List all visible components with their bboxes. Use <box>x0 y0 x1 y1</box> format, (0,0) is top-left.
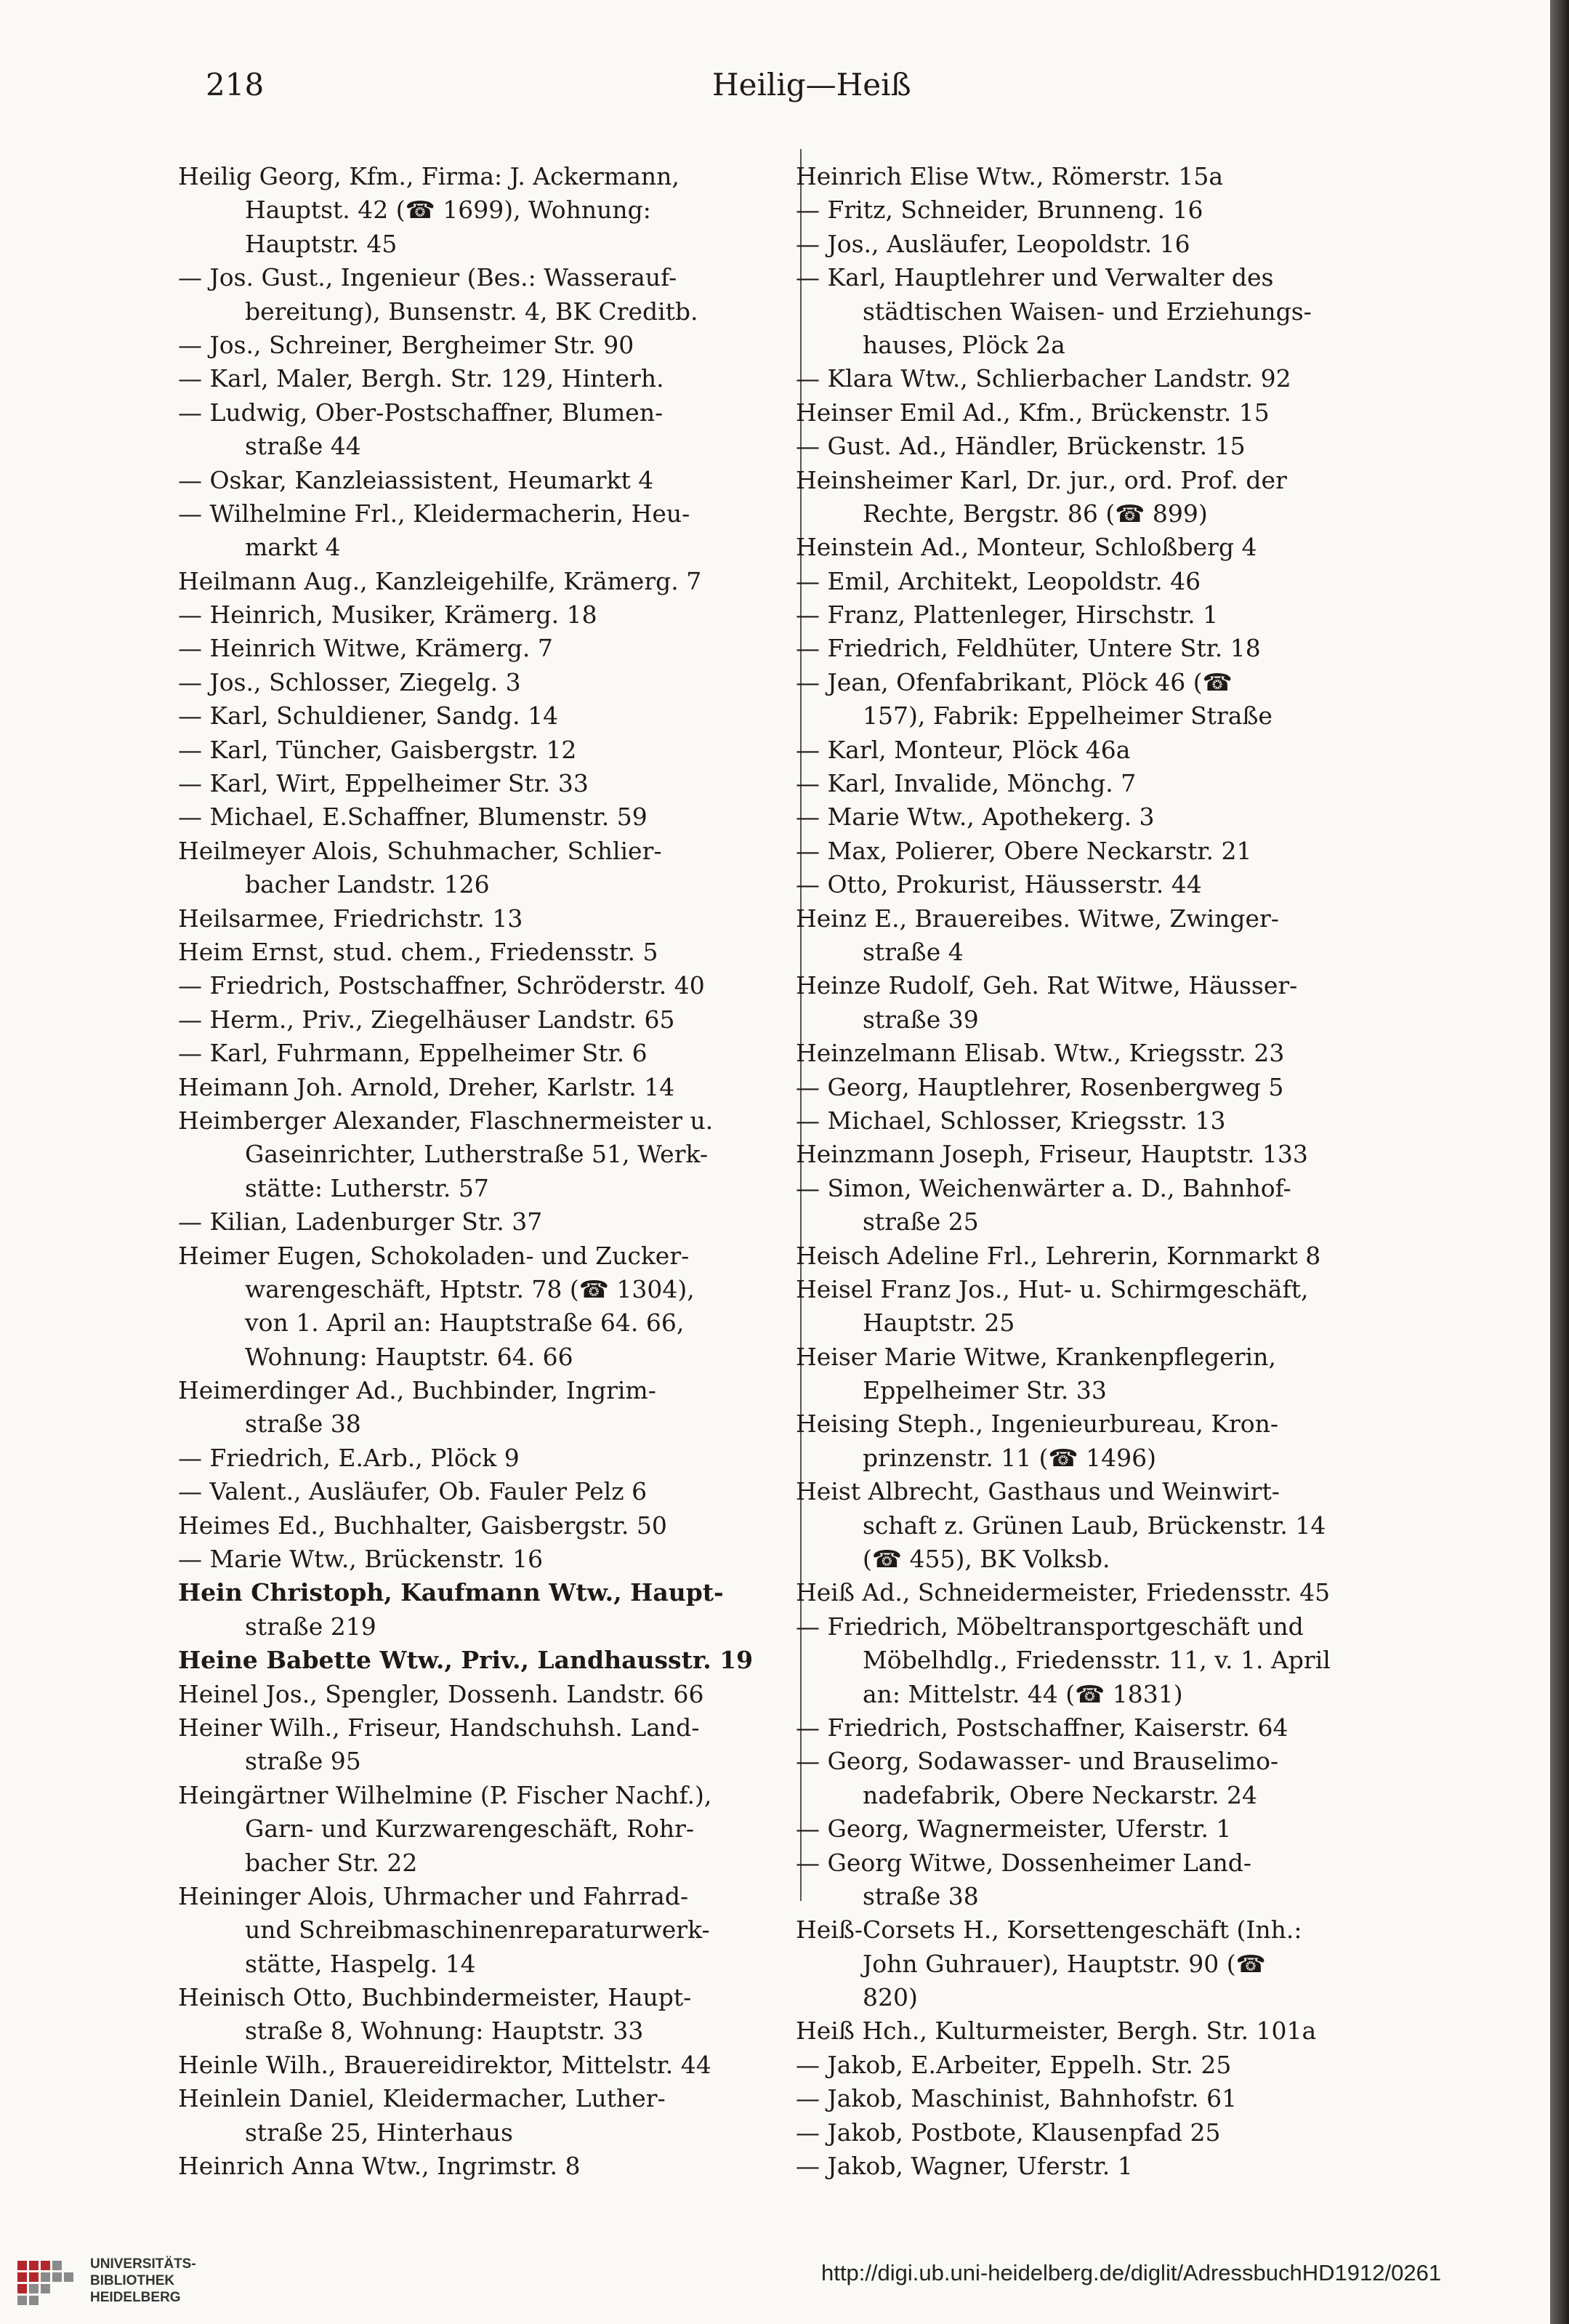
directory-entry-line: — Georg, Wagnermeister, Uferstr. 1 <box>796 1814 1232 1843</box>
directory-entry-line: — Simon, Weichenwärter a. D., Bahnhof- <box>796 1173 1291 1202</box>
entry-continuation-line: nadefabrik, Obere Neckarstr. 24 <box>863 1780 1258 1809</box>
directory-entry-line: — Karl, Hauptlehrer und Verwalter des <box>796 263 1274 292</box>
directory-entry-line: Heinel Jos., Spengler, Dossenh. Landstr. 66 <box>178 1679 704 1708</box>
entry-continuation-line: stätte, Haspelg. 14 <box>245 1949 476 1978</box>
entry-continuation-line: straße 4 <box>863 937 964 966</box>
directory-entry-line: — Jakob, Postbote, Klausenpfad 25 <box>796 2118 1221 2147</box>
directory-entry-line: Heilmann Aug., Kanzleigehilfe, Krämerg. 7 <box>178 566 702 595</box>
directory-entry-line: Heinrich Elise Wtw., Römerstr. 15a <box>796 162 1224 190</box>
directory-entry-line: — Kilian, Ladenburger Str. 37 <box>178 1207 543 1237</box>
entry-continuation-line: straße 8, Wohnung: Hauptstr. 33 <box>245 2017 644 2046</box>
directory-entry-line: Heinrich Anna Wtw., Ingrimstr. 8 <box>178 2152 581 2181</box>
entry-continuation-line: straße 39 <box>863 1005 979 1034</box>
directory-entry-line: Heinle Wilh., Brauereidirektor, Mittelstr. 44 <box>178 2050 711 2079</box>
directory-entry-line: — Fritz, Schneider, Brunneng. 16 <box>796 196 1203 225</box>
entry-continuation-line: (☎ 455), BK Volksb. <box>863 1545 1110 1574</box>
directory-entry-line: — Karl, Schuldiener, Sandg. 14 <box>178 701 559 731</box>
source-url[interactable]: http://digi.ub.uni-heidelberg.de/diglit/AdressbuchHD1912/0261 <box>821 2260 1442 2285</box>
directory-entry-line: Heinz E., Brauereibes. Witwe, Zwinger- <box>796 904 1279 933</box>
directory-entry-line: — Friedrich, Möbeltransportgeschäft und <box>796 1612 1304 1641</box>
directory-entry-line: — Friedrich, Postschaffner, Kaiserstr. 64 <box>796 1713 1288 1742</box>
entry-continuation-line: straße 95 <box>245 1747 361 1776</box>
left-column <box>178 160 792 2183</box>
entry-continuation-line: städtischen Waisen- und Erziehungs- <box>863 297 1312 326</box>
right-column <box>796 160 1439 2183</box>
directory-entry-line: — Wilhelmine Frl., Kleidermacherin, Heu- <box>178 499 690 528</box>
directory-entry-line: Heinlein Daniel, Kleidermacher, Luther- <box>178 2084 666 2113</box>
institution-line: BIBLIOTHEK <box>90 2273 175 2288</box>
entry-continuation-line: straße 38 <box>245 1410 361 1439</box>
directory-entry-line: — Friedrich, Feldhüter, Untere Str. 18 <box>796 634 1261 663</box>
library-logo-icon <box>16 2259 76 2307</box>
directory-entry-line: Heinstein Ad., Monteur, Schloßberg 4 <box>796 533 1257 562</box>
directory-entry-line: — Jakob, Maschinist, Bahnhofstr. 61 <box>796 2084 1238 2113</box>
directory-entry-line: — Otto, Prokurist, Häusserstr. 44 <box>796 870 1202 899</box>
entry-continuation-line: bacher Landstr. 126 <box>245 870 490 899</box>
entry-continuation-line: 820) <box>863 1983 918 2012</box>
entry-continuation-line: stätte: Lutherstr. 57 <box>245 1173 489 1202</box>
directory-entry-line: — Jean, Ofenfabrikant, Plöck 46 (☎ <box>796 667 1233 696</box>
institution-name <box>90 2256 196 2306</box>
directory-entry-line: Heinzelmann Elisab. Wtw., Kriegsstr. 23 <box>796 1039 1285 1068</box>
directory-entry-line: — Karl, Tüncher, Gaisbergstr. 12 <box>178 735 577 764</box>
entry-continuation-line: hauses, Plöck 2a <box>863 330 1065 359</box>
directory-entry-line: — Jakob, E.Arbeiter, Eppelh. Str. 25 <box>796 2050 1232 2079</box>
directory-entry-line: — Max, Polierer, Obere Neckarstr. 21 <box>796 836 1252 865</box>
directory-entry-line: Heilsarmee, Friedrichstr. 13 <box>178 904 523 933</box>
directory-entry-line: Heilig Georg, Kfm., Firma: J. Ackermann, <box>178 162 679 190</box>
directory-entry-line: — Klara Wtw., Schlierbacher Landstr. 92 <box>796 364 1291 393</box>
entry-continuation-line: schaft z. Grünen Laub, Brückenstr. 14 <box>863 1511 1326 1540</box>
page-number: 218 <box>206 67 265 102</box>
directory-entry-line: Heiß Ad., Schneidermeister, Friedensstr. 45 <box>796 1578 1331 1607</box>
directory-entry-line: — Valent., Ausläufer, Ob. Fauler Pelz 6 <box>178 1477 648 1506</box>
directory-entry-line: — Karl, Wirt, Eppelheimer Str. 33 <box>178 769 589 798</box>
entry-continuation-line: Hauptstr. 25 <box>863 1308 1015 1338</box>
directory-entry-line: Heilmeyer Alois, Schuhmacher, Schlier- <box>178 836 662 865</box>
directory-entry-line: Heingärtner Wilhelmine (P. Fischer Nachf.), <box>178 1780 712 1809</box>
directory-entry-line: — Karl, Invalide, Mönchg. 7 <box>796 769 1137 798</box>
entry-continuation-line: warengeschäft, Hptstr. 78 (☎ 1304), <box>245 1274 695 1303</box>
directory-entry-line: Heist Albrecht, Gasthaus und Weinwirt- <box>796 1477 1280 1506</box>
footer <box>0 2243 1569 2324</box>
directory-entry-line: Heimberger Alexander, Flaschnermeister u. <box>178 1106 714 1135</box>
directory-entry-line: — Franz, Plattenleger, Hirschstr. 1 <box>796 600 1219 630</box>
directory-entry-line: — Ludwig, Ober-Postschaffner, Blumen- <box>178 398 664 427</box>
entry-continuation-line: straße 25, Hinterhaus <box>245 2118 513 2147</box>
directory-entry-line: — Friedrich, Postschaffner, Schröderstr. 40 <box>178 971 705 1000</box>
directory-entry-line: — Oskar, Kanzleiassistent, Heumarkt 4 <box>178 465 654 494</box>
directory-entry-line: Heisel Franz Jos., Hut- u. Schirmgeschäft, <box>796 1274 1309 1303</box>
entry-continuation-line: Möbelhdlg., Friedensstr. 11, v. 1. April <box>863 1646 1331 1675</box>
entry-continuation-line: Hauptst. 42 (☎ 1699), Wohnung: <box>245 196 651 225</box>
entry-continuation-line: prinzenstr. 11 (☎ 1496) <box>863 1443 1157 1472</box>
directory-entry-line: Heinisch Otto, Buchbindermeister, Haupt- <box>178 1983 692 2012</box>
directory-entry-line: — Jakob, Wagner, Uferstr. 1 <box>796 2152 1133 2181</box>
directory-entry-line: — Georg Witwe, Dossenheimer Land- <box>796 1848 1252 1877</box>
directory-entry-line: — Karl, Monteur, Plöck 46a <box>796 735 1131 764</box>
directory-entry-line: — Karl, Maler, Bergh. Str. 129, Hinterh. <box>178 364 664 393</box>
entry-continuation-line: bacher Str. 22 <box>245 1848 418 1877</box>
entry-continuation-line: Wohnung: Hauptstr. 64. 66 <box>245 1342 573 1371</box>
entry-continuation-line: Gaseinrichter, Lutherstraße 51, Werk- <box>245 1140 709 1169</box>
running-title: Heilig—Heiß <box>712 67 911 102</box>
entry-continuation-line: Eppelheimer Str. 33 <box>863 1376 1107 1405</box>
page-edge-shadow <box>1550 0 1569 2324</box>
directory-entry-line: — Friedrich, E.Arb., Plöck 9 <box>178 1443 520 1472</box>
entry-continuation-line: Hauptstr. 45 <box>245 229 398 258</box>
directory-entry-line: Heiner Wilh., Friseur, Handschuhsh. Land- <box>178 1713 700 1742</box>
entry-continuation-line: markt 4 <box>245 533 341 562</box>
directory-entry-line: Heinser Emil Ad., Kfm., Brückenstr. 15 <box>796 398 1270 427</box>
directory-entry-line: Heininger Alois, Uhrmacher und Fahrrad- <box>178 1881 689 1910</box>
directory-entry-line: — Herm., Priv., Ziegelhäuser Landstr. 65 <box>178 1005 675 1034</box>
directory-entry-line: Heimerdinger Ad., Buchbinder, Ingrim- <box>178 1376 656 1405</box>
entry-continuation-line: Garn- und Kurzwarengeschäft, Rohr- <box>245 1814 694 1843</box>
directory-entry-line: — Heinrich Witwe, Krämerg. 7 <box>178 634 553 663</box>
directory-entry-line: — Marie Wtw., Apothekerg. 3 <box>796 803 1155 832</box>
entry-continuation-line: und Schreibmaschinenreparaturwerk- <box>245 1915 710 1945</box>
directory-entry-line: Heisch Adeline Frl., Lehrerin, Kornmarkt 8 <box>796 1241 1321 1270</box>
directory-entry-line: Heimes Ed., Buchhalter, Gaisbergstr. 50 <box>178 1511 667 1540</box>
entry-continuation-line: Rechte, Bergstr. 86 (☎ 899) <box>863 499 1208 528</box>
directory-entry-line: Heiß Hch., Kulturmeister, Bergh. Str. 101a <box>796 2017 1317 2046</box>
directory-entry-line: — Jos., Schreiner, Bergheimer Str. 90 <box>178 330 634 359</box>
entry-continuation-line: an: Mittelstr. 44 (☎ 1831) <box>863 1679 1183 1708</box>
directory-entry-line: Heine Babette Wtw., Priv., Landhausstr. 19 <box>178 1646 754 1675</box>
directory-entry-line: — Marie Wtw., Brückenstr. 16 <box>178 1545 544 1574</box>
directory-entry-line: Heinsheimer Karl, Dr. jur., ord. Prof. der <box>796 465 1287 494</box>
directory-entry-line: Heiser Marie Witwe, Krankenpflegerin, <box>796 1342 1276 1371</box>
entry-continuation-line: straße 44 <box>245 432 361 461</box>
directory-entry-line: — Georg, Sodawasser- und Brauselimo- <box>796 1747 1279 1776</box>
directory-entry-line: — Georg, Hauptlehrer, Rosenbergweg 5 <box>796 1072 1284 1101</box>
directory-entry-line: — Jos. Gust., Ingenieur (Bes.: Wasserauf- <box>178 263 677 292</box>
directory-entry-line: Heinze Rudolf, Geh. Rat Witwe, Häusser- <box>796 971 1298 1000</box>
directory-entry-line: — Michael, E.Schaffner, Blumenstr. 59 <box>178 803 648 832</box>
directory-entry-line: Heimer Eugen, Schokoladen- und Zucker- <box>178 1241 690 1270</box>
entry-continuation-line: bereitung), Bunsenstr. 4, BK Creditb. <box>245 297 698 326</box>
directory-entry-line: Heim Ernst, stud. chem., Friedensstr. 5 <box>178 937 658 966</box>
directory-entry-line: — Jos., Ausläufer, Leopoldstr. 16 <box>796 229 1190 258</box>
entry-continuation-line: von 1. April an: Hauptstraße 64. 66, <box>245 1308 685 1338</box>
institution-line: HEIDELBERG <box>90 2290 181 2305</box>
directory-entry-line: — Heinrich, Musiker, Krämerg. 18 <box>178 600 597 630</box>
directory-entry-line: — Jos., Schlosser, Ziegelg. 3 <box>178 667 521 696</box>
entry-continuation-line: John Guhrauer), Hauptstr. 90 (☎ <box>863 1949 1266 1978</box>
directory-entry-line: — Karl, Fuhrmann, Eppelheimer Str. 6 <box>178 1039 648 1068</box>
directory-entry-line: Heising Steph., Ingenieurbureau, Kron- <box>796 1410 1279 1439</box>
directory-entry-line: — Emil, Architekt, Leopoldstr. 46 <box>796 566 1201 595</box>
entry-continuation-line: straße 25 <box>863 1207 979 1237</box>
directory-entry-line: Heiß-Corsets H., Korsettengeschäft (Inh.: <box>796 1915 1302 1945</box>
directory-entry-line: — Michael, Schlosser, Kriegsstr. 13 <box>796 1106 1226 1135</box>
directory-entry-line: Heinzmann Joseph, Friseur, Hauptstr. 133 <box>796 1140 1308 1169</box>
directory-entry-line: Heimann Joh. Arnold, Dreher, Karlstr. 14 <box>178 1072 675 1101</box>
directory-entry-line: Hein Christoph, Kaufmann Wtw., Haupt- <box>178 1578 724 1607</box>
institution-line: UNIVERSITÄTS- <box>90 2256 196 2272</box>
entry-continuation-line: straße 219 <box>245 1612 376 1641</box>
directory-entry-line: — Gust. Ad., Händler, Brückenstr. 15 <box>796 432 1246 461</box>
entry-continuation-line: 157), Fabrik: Eppelheimer Straße <box>863 701 1272 731</box>
entry-continuation-line: straße 38 <box>863 1881 979 1910</box>
